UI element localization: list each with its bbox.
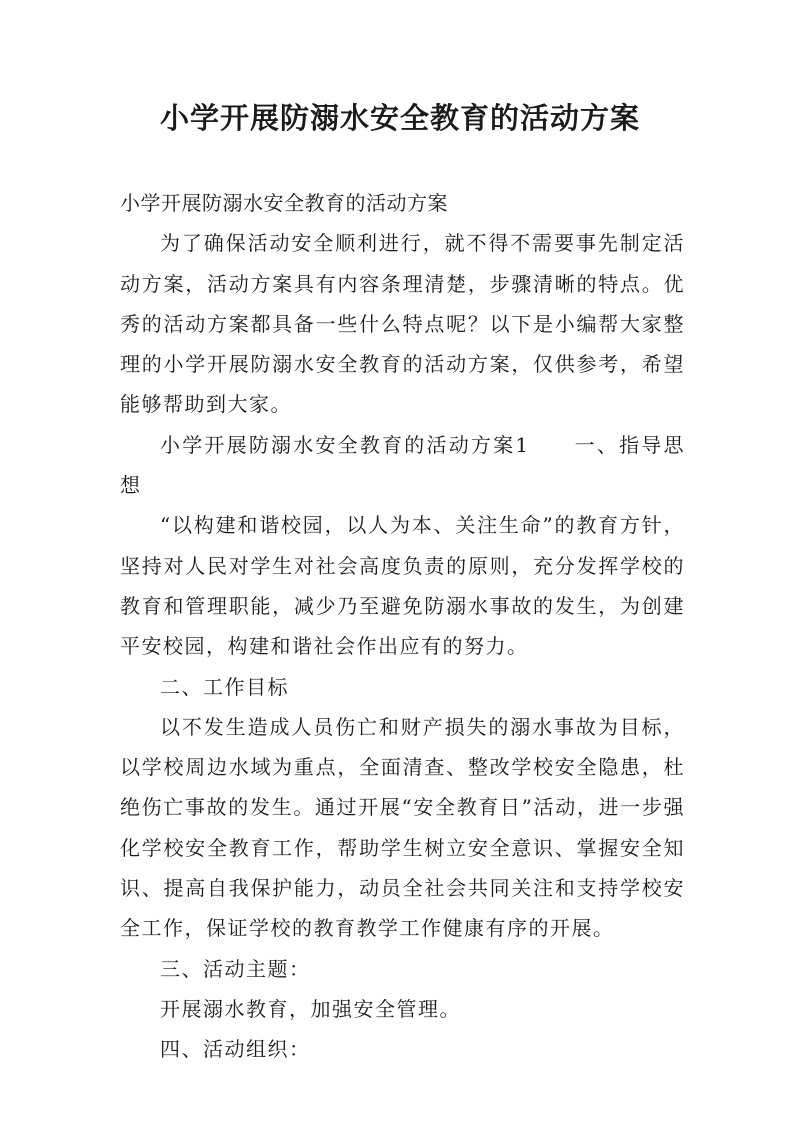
work-goals-paragraph: 以不发生造成人员伤亡和财产损失的溺水事故为目标，以学校周边水域为重点，全面清查、整改学校安全隐患，杜绝伤亡事故的发生。通过开展“安全教育日”活动，进一步强化学校安全教育工作，帮助学生树立安全意识、掌握安全知识、提高自我保护能力，动员全社会共同关注和支持学校安全工作，保证学校的教育教学工作健康有序的开展。: [120, 714, 685, 941]
document-body: [120, 183, 685, 1070]
document-subtitle: 小学开展防溺水安全教育的活动方案: [120, 191, 448, 215]
intro-paragraph: 为了确保活动安全顺利进行，就不得不需要事先制定活动方案，活动方案具有内容条理清楚，步骤清晰的特点。优秀的活动方案都具备一些什么特点呢？以下是小编帮大家整理的小学开展防溺水安全教育的活动方案，仅供参考，希望能够帮助到大家。: [120, 231, 685, 417]
plan-heading-paragraph: 小学开展防溺水安全教育的活动方案1 一、指导思想: [120, 432, 685, 498]
section-heading-activity-organization: 四、活动组织：: [160, 1037, 311, 1062]
activity-theme-paragraph: 开展溺水教育，加强安全管理。: [160, 996, 461, 1021]
document-title: 小学开展防溺水安全教育的活动方案: [159, 101, 640, 135]
section-heading-work-goals: 二、工作目标: [160, 674, 289, 699]
guiding-ideology-paragraph: “以构建和谐校园，以人为本、关注生命”的教育方针，坚持对人民对学生对社会高度负责的原则，充分发挥学校的教育和管理职能，减少乃至避免防溺水事故的发生，为创建平安校园，构建和谐社会作出应有的努力。: [120, 513, 685, 659]
section-heading-activity-theme: 三、活动主题：: [160, 956, 311, 981]
